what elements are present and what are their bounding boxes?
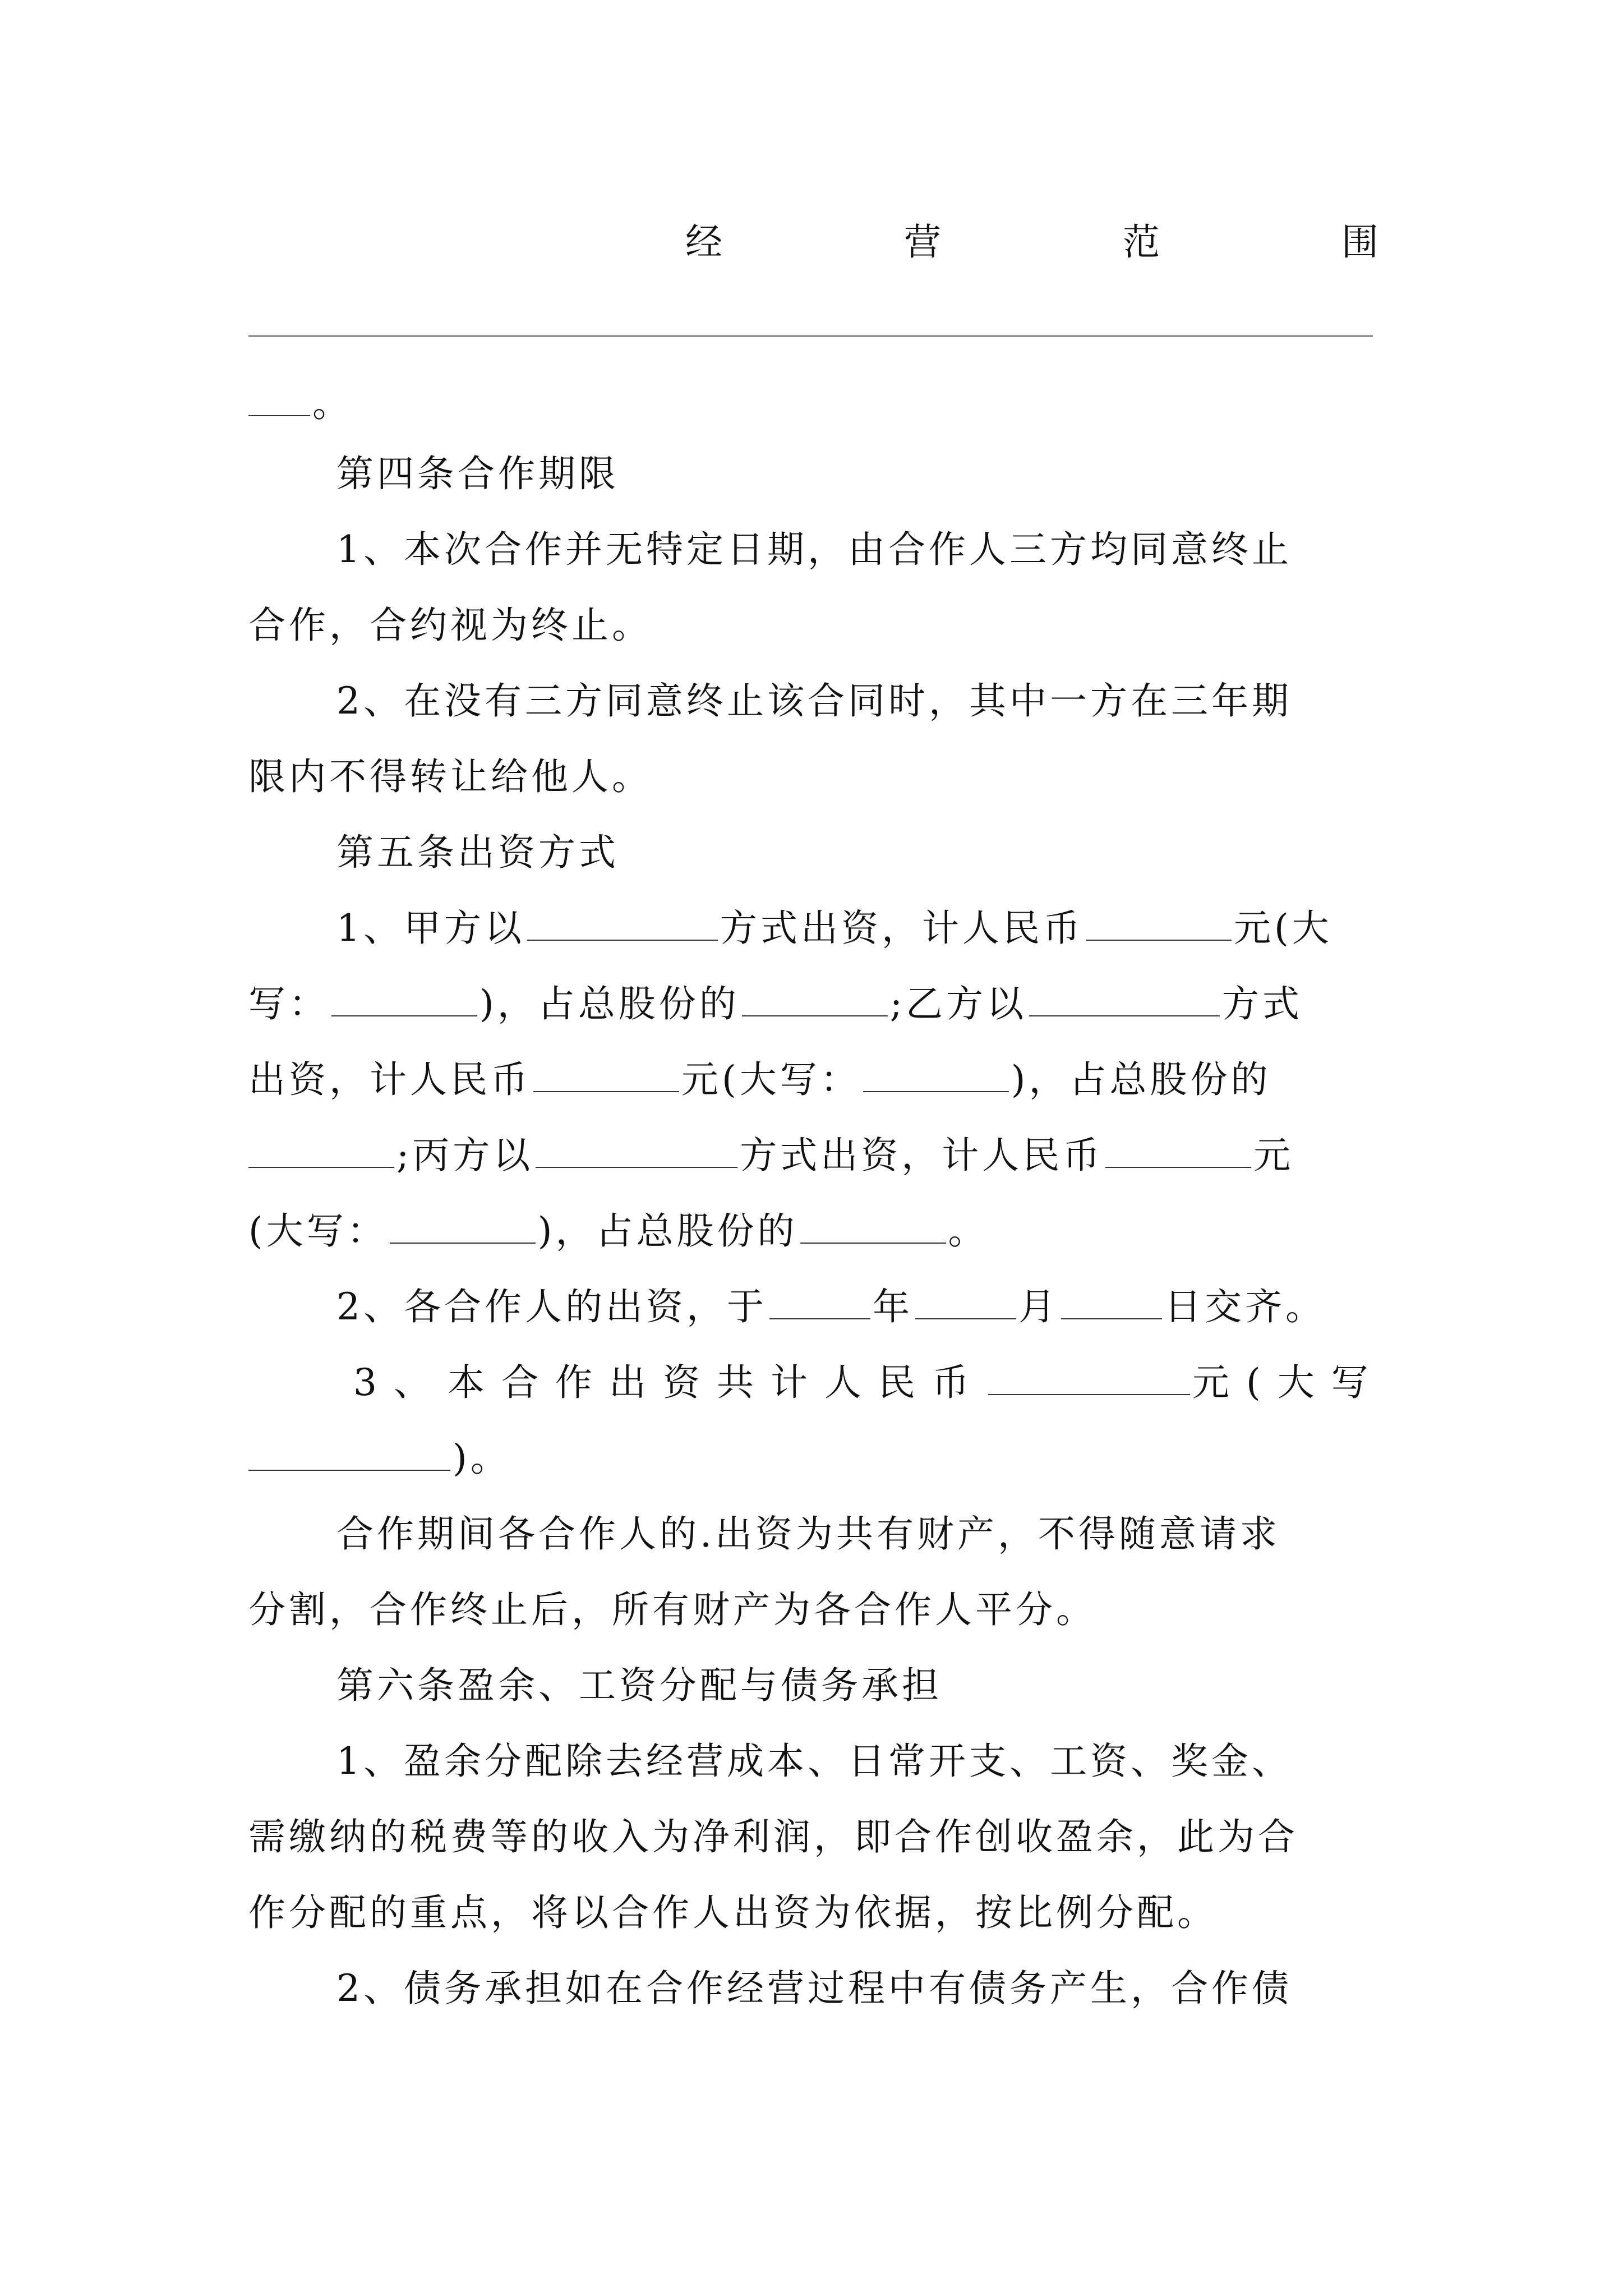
article-5-p4-line2: 分割，合作终止后，所有财产为各合作人平分。 bbox=[248, 1588, 1096, 1631]
text: 年 bbox=[873, 1285, 913, 1328]
scope-end-punct: 。 bbox=[312, 382, 353, 425]
text: ;乙方以 bbox=[889, 982, 1027, 1025]
article-4-p2-line2: 限内不得转让给他人。 bbox=[248, 755, 652, 798]
article-5-p1-line4 bbox=[248, 1133, 1393, 1178]
article-6-p2-line1: 2、债务承担如在合作经营过程中有债务产生，合作债 bbox=[336, 1967, 1292, 2010]
text: 日交齐。 bbox=[1164, 1285, 1326, 1328]
blank-field bbox=[1086, 906, 1232, 941]
article-5-p1-line5 bbox=[248, 1209, 1393, 1254]
blank-field bbox=[863, 1057, 1009, 1092]
blank-field bbox=[1105, 1133, 1251, 1168]
article-6-title: 第六条盈余、工资分配与债务承担 bbox=[336, 1664, 942, 1707]
blank-field bbox=[527, 906, 718, 941]
article-5-p1-line3 bbox=[248, 1057, 1393, 1102]
text: 元(大 bbox=[1234, 907, 1332, 950]
text: 方式出资，计人民币 bbox=[740, 1134, 1104, 1177]
scope-end-line bbox=[248, 381, 1393, 426]
blank-field bbox=[248, 381, 310, 416]
article-4-title: 第四条合作期限 bbox=[336, 452, 619, 495]
blank-field bbox=[988, 1360, 1190, 1395]
text: )，占总股份的 bbox=[537, 1209, 798, 1253]
article-5-p1-line2 bbox=[248, 982, 1393, 1027]
text: 。 bbox=[948, 1209, 989, 1253]
text: )，占总股份的 bbox=[479, 982, 740, 1025]
article-5-p4-line1: 合作期间各合作人的.出资为共有财产，不得随意请求 bbox=[336, 1512, 1280, 1556]
blank-field bbox=[742, 982, 888, 1016]
text: )。 bbox=[453, 1437, 511, 1480]
article-5-title: 第五条出资方式 bbox=[336, 831, 619, 874]
text: 元 bbox=[1253, 1134, 1294, 1177]
scope-char-4: 围 bbox=[1341, 220, 1378, 264]
blank-field bbox=[1029, 982, 1220, 1016]
article-6-p1-line1: 1、盈余分配除去经营成本、日常开支、工资、奖金、 bbox=[336, 1740, 1292, 1783]
blank-field bbox=[248, 1133, 394, 1168]
blank-field bbox=[331, 982, 477, 1016]
scope-char-1: 经 bbox=[685, 220, 722, 264]
text: 写： bbox=[248, 982, 329, 1025]
text: 3、本合作出资共计人民币 bbox=[353, 1361, 986, 1404]
blank-field bbox=[533, 1057, 679, 1092]
text: ;丙方以 bbox=[396, 1134, 534, 1177]
article-4-p2-line1: 2、在没有三方同意终止该合同时，其中一方在三年期 bbox=[336, 679, 1292, 723]
article-5-p3-line2 bbox=[248, 1436, 1393, 1481]
text: 出资，计人民币 bbox=[248, 1058, 531, 1101]
blank-field bbox=[769, 1285, 870, 1319]
blank-field bbox=[915, 1285, 1016, 1319]
text: 元(大写： bbox=[681, 1058, 861, 1101]
text: 方式 bbox=[1222, 982, 1303, 1025]
article-5-p1-line1 bbox=[336, 906, 1393, 951]
text: 2、各合作人的出资，于 bbox=[336, 1285, 767, 1328]
article-6-p1-line3: 作分配的重点，将以合作人出资为依据，按比例分配。 bbox=[248, 1891, 1218, 1934]
article-5-p3-line1 bbox=[353, 1360, 1409, 1405]
text: )，占总股份的 bbox=[1011, 1058, 1271, 1101]
text: 1、甲方以 bbox=[336, 907, 525, 950]
scope-char-3: 范 bbox=[1123, 220, 1160, 264]
article-4-p1-line2: 合作，合约视为终止。 bbox=[248, 604, 652, 647]
blank-field bbox=[390, 1209, 536, 1244]
scope-char-2: 营 bbox=[904, 220, 941, 264]
blank-field bbox=[1061, 1285, 1162, 1319]
blank-field bbox=[248, 1436, 450, 1471]
article-5-p2 bbox=[336, 1285, 1393, 1329]
blank-field bbox=[536, 1133, 737, 1168]
article-4-p1-line1: 1、本次合作并无特定日期，由合作人三方均同意终止 bbox=[336, 528, 1292, 571]
scope-fill-line bbox=[248, 335, 1373, 337]
text: 月 bbox=[1018, 1285, 1059, 1328]
text: 方式出资，计人民币 bbox=[720, 907, 1083, 950]
blank-field bbox=[800, 1209, 946, 1244]
text: (大写： bbox=[248, 1209, 388, 1253]
article-6-p1-line2: 需缴纳的税费等的收入为净利润，即合作创收盈余，此为合 bbox=[248, 1815, 1298, 1858]
text: 元(大写 bbox=[1192, 1361, 1385, 1404]
